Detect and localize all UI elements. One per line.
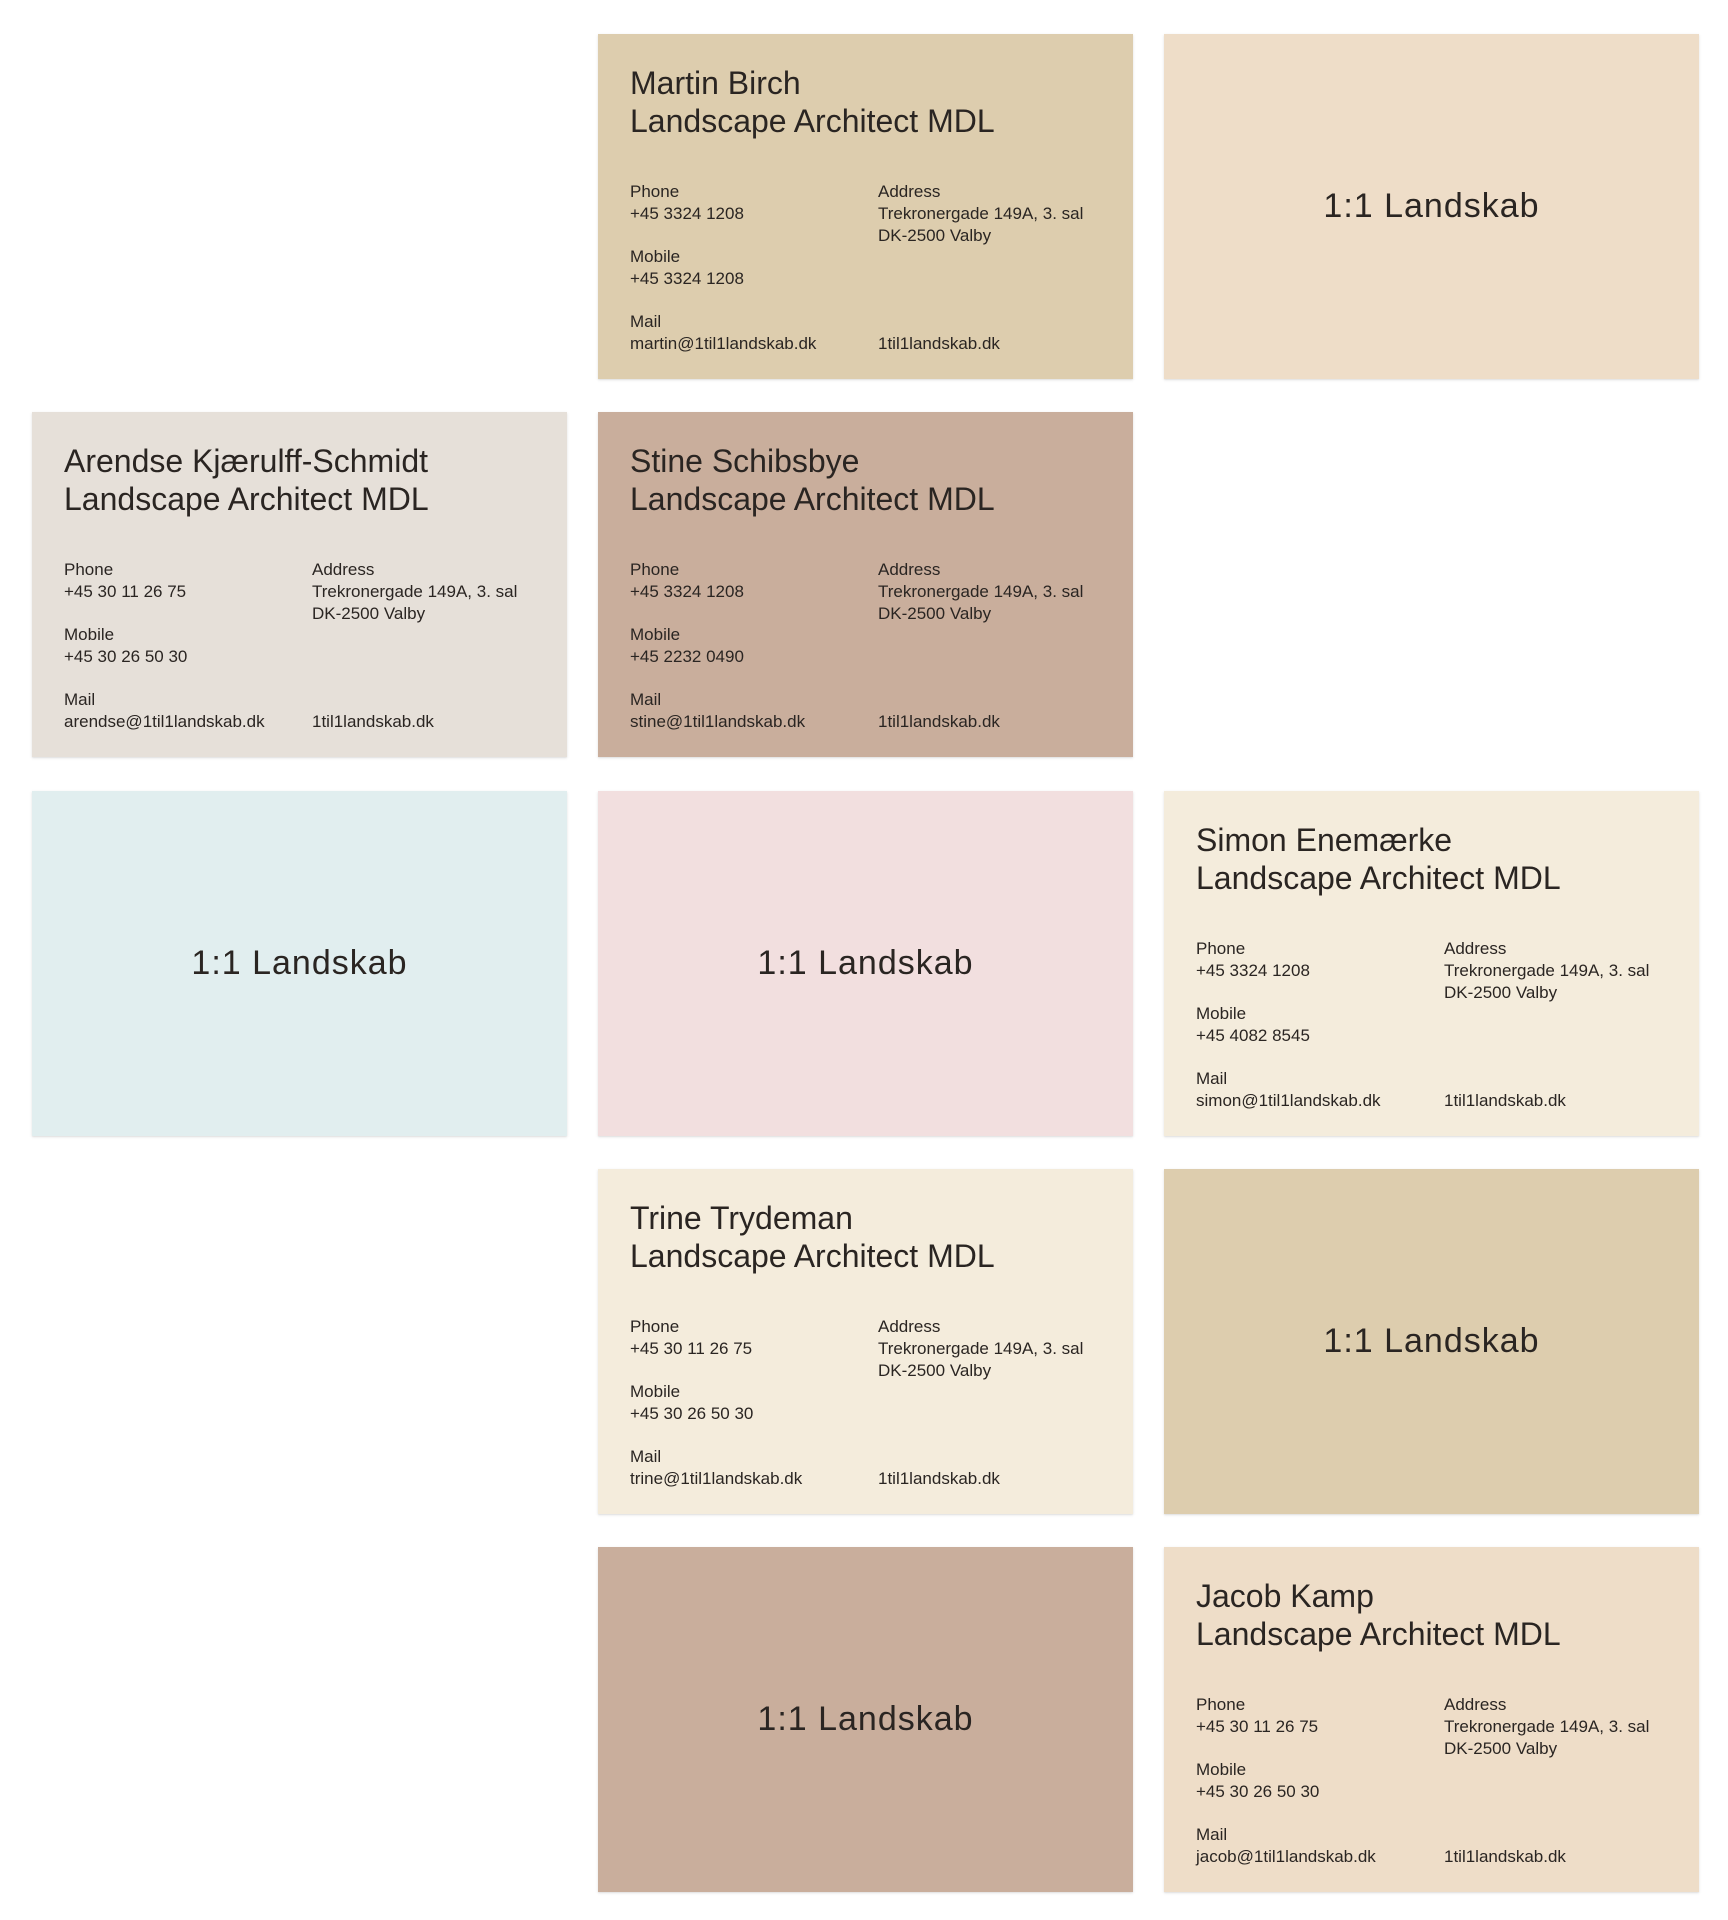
phone-label: Phone: [64, 560, 114, 579]
phone-value: +45 3324 1208: [1196, 961, 1310, 980]
card-headline: [630, 442, 1101, 518]
person-title: Landscape Architect MDL: [630, 481, 995, 517]
person-name: Martin Birch: [630, 65, 801, 101]
business-card-back: [1164, 34, 1699, 379]
address-label: Address: [1444, 1695, 1507, 1714]
website: 1til1landskab.dk: [878, 1469, 1000, 1488]
mobile-label: Mobile: [630, 247, 681, 266]
person-title: Landscape Architect MDL: [1196, 860, 1561, 896]
mobile-label: Mobile: [64, 625, 115, 644]
phone-value: +45 30 11 26 75: [1196, 1717, 1319, 1736]
address-line2: DK-2500 Valby: [878, 1361, 992, 1380]
card-headline: [1196, 1577, 1667, 1653]
mobile-value: +45 3324 1208: [630, 269, 744, 288]
mail-value: arendse@1til1landskab.dk: [64, 712, 265, 731]
phone-value: +45 3324 1208: [630, 204, 744, 223]
address-line2: DK-2500 Valby: [1444, 1739, 1558, 1758]
logo-wordmark: 1:1 Landskab: [757, 1700, 974, 1738]
mobile-label: Mobile: [630, 625, 681, 644]
card-headline: [630, 1199, 1101, 1275]
mail-value: trine@1til1landskab.dk: [630, 1469, 803, 1488]
mobile-value: +45 30 26 50 30: [64, 647, 188, 666]
address-line1: Trekronergade 149A, 3. sal: [1444, 961, 1650, 980]
mobile-value: +45 2232 0490: [630, 647, 744, 666]
mail-label: Mail: [64, 690, 96, 709]
mail-label: Mail: [630, 690, 662, 709]
address-line1: Trekronergade 149A, 3. sal: [1444, 1717, 1650, 1736]
logo-wordmark: 1:1 Landskab: [1323, 187, 1540, 225]
mobile-value: +45 4082 8545: [1196, 1026, 1310, 1045]
website: 1til1landskab.dk: [312, 712, 434, 731]
mobile-value: +45 30 26 50 30: [630, 1404, 754, 1423]
person-name: Jacob Kamp: [1196, 1578, 1374, 1614]
phone-label: Phone: [630, 1317, 680, 1336]
business-card-front-jacob: [1164, 1547, 1699, 1892]
address-line2: DK-2500 Valby: [878, 226, 992, 245]
person-name: Arendse Kjærulff-Schmidt: [64, 443, 428, 479]
address-label: Address: [312, 560, 375, 579]
phone-value: +45 30 11 26 75: [630, 1339, 753, 1358]
mail-label: Mail: [1196, 1069, 1228, 1088]
website: 1til1landskab.dk: [1444, 1847, 1566, 1866]
address-line2: DK-2500 Valby: [878, 604, 992, 623]
business-card-front-trine: [598, 1169, 1133, 1514]
person-title: Landscape Architect MDL: [630, 103, 995, 139]
website: 1til1landskab.dk: [1444, 1091, 1566, 1110]
business-card-back: [598, 791, 1133, 1136]
address-label: Address: [878, 182, 941, 201]
phone-label: Phone: [1196, 1695, 1246, 1714]
business-card-front-stine: [598, 412, 1133, 757]
business-card-front-simon: [1164, 791, 1699, 1136]
person-title: Landscape Architect MDL: [630, 1238, 995, 1274]
website: 1til1landskab.dk: [878, 712, 1000, 731]
phone-label: Phone: [1196, 939, 1246, 958]
business-card-front-arendse: [32, 412, 567, 757]
phone-label: Phone: [630, 560, 680, 579]
person-title: Landscape Architect MDL: [64, 481, 429, 517]
address-label: Address: [1444, 939, 1507, 958]
phone-value: +45 30 11 26 75: [64, 582, 187, 601]
logo-wordmark: 1:1 Landskab: [1323, 1322, 1540, 1360]
website: 1til1landskab.dk: [878, 334, 1000, 353]
phone-label: Phone: [630, 182, 680, 201]
mail-label: Mail: [630, 312, 662, 331]
mobile-label: Mobile: [630, 1382, 681, 1401]
logo-wordmark: 1:1 Landskab: [191, 944, 408, 982]
mail-value: jacob@1til1landskab.dk: [1196, 1847, 1376, 1866]
address-line1: Trekronergade 149A, 3. sal: [312, 582, 518, 601]
person-title: Landscape Architect MDL: [1196, 1616, 1561, 1652]
address-line2: DK-2500 Valby: [312, 604, 426, 623]
address-line1: Trekronergade 149A, 3. sal: [878, 582, 1084, 601]
mobile-value: +45 30 26 50 30: [1196, 1782, 1320, 1801]
mail-value: stine@1til1landskab.dk: [630, 712, 806, 731]
address-label: Address: [878, 1317, 941, 1336]
person-name: Trine Trydeman: [630, 1200, 853, 1236]
mobile-label: Mobile: [1196, 1760, 1247, 1779]
mail-value: martin@1til1landskab.dk: [630, 334, 817, 353]
mail-label: Mail: [1196, 1825, 1228, 1844]
mobile-label: Mobile: [1196, 1004, 1247, 1023]
business-card-front-martin: [598, 34, 1133, 379]
card-headline: [64, 442, 535, 518]
person-name: Stine Schibsbye: [630, 443, 860, 479]
card-headline: [1196, 821, 1667, 897]
business-card-back: [598, 1547, 1133, 1892]
address-line2: DK-2500 Valby: [1444, 983, 1558, 1002]
logo-wordmark: 1:1 Landskab: [757, 944, 974, 982]
person-name: Simon Enemærke: [1196, 822, 1453, 858]
address-line1: Trekronergade 149A, 3. sal: [878, 204, 1084, 223]
mail-value: simon@1til1landskab.dk: [1196, 1091, 1381, 1110]
business-card-back: [1164, 1169, 1699, 1514]
address-line1: Trekronergade 149A, 3. sal: [878, 1339, 1084, 1358]
mail-label: Mail: [630, 1447, 662, 1466]
card-headline: [630, 64, 1101, 140]
business-card-back: [32, 791, 567, 1136]
phone-value: +45 3324 1208: [630, 582, 744, 601]
address-label: Address: [878, 560, 941, 579]
